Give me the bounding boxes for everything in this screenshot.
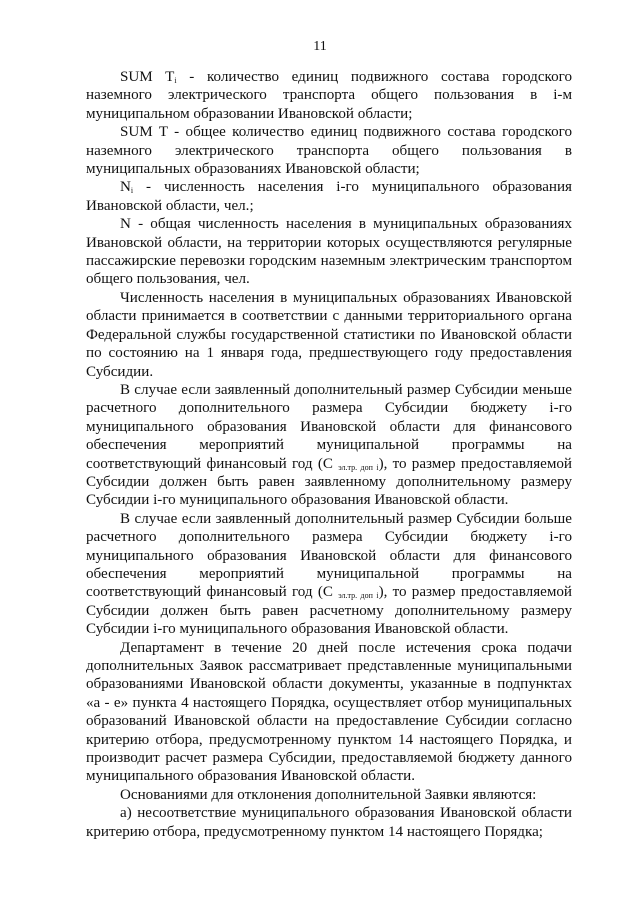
page-number: 11 (313, 39, 327, 54)
paragraph-population-source: Численность населения в муниципальных образованиях Ивановской области принимается в соответствии с данными территориального органа Федеральной службы государственной статистики по Ивановской области по состоянию на 1 января года, предшествующего году предоставления Субсидии. (86, 289, 572, 380)
paragraph-sum-t: SUM T - общее количество единиц подвижного состава городского наземного электрического транспорта общего пользования в муниципальных образованиях Ивановской области; (86, 124, 572, 178)
paragraph-case-more: В случае если заявленный дополнительный размер Субсидии больше расчетного дополнительного размера Субсидии бюджету i-го муниципального образования Ивановской области для финансового обеспечения мероприятий муниципальной программы на соответствующий финансовый год (С $_{эл.тр. доп i}$), то размер предоставляемой Субсидии должен быть равен расчетному дополнительному размеру Субсидии i-го муниципального образования Ивановской области. (86, 510, 573, 638)
paragraph-department-review: Департамент в течение 20 дней после истечения срока подачи дополнительных Заявок рассматривает представленные муниципальными образованиями Ивановской области документы, указанные в подпунктах «а - е» пункта 4 настоящего Порядка, осуществляет отбор муниципальных образований Ивановской области на предоставление Субсидии согласно критерию отбора, предусмотренному пунктом 14 настоящего Порядка, и производит расчет размера Субсидии, предоставляемой бюджету данного муниципального образования Ивановской области. (86, 639, 572, 785)
paragraph-item-a: а) несоответствие муниципального образования Ивановской области критерию отбора, предусмотренному пунктом 14 настоящего Порядка; (86, 805, 572, 840)
paragraph-ni: $N_i$ - численность населения i-го муниципального образования Ивановской области, чел.; (86, 179, 572, 214)
document-body (86, 68, 572, 841)
paragraph-case-less: В случае если заявленный дополнительный размер Субсидии меньше расчетного дополнительного размера Субсидии бюджету i-го муниципального образования Ивановской области для финансового обеспечения мероприятий муниципальной программы на соответствующий финансовый год (С $_{эл.тр. доп i}$), то размер предоставляемой Субсидии должен быть равен заявленному дополнительному размеру Субсидии i-го муниципального образования Ивановской области. (86, 381, 573, 509)
paragraph-sum-ti: SUM $T_i$ - количество единиц подвижного состава городского наземного электрического транспорта общего пользования в i-м муниципальном образовании Ивановской области; (86, 69, 572, 122)
paragraph-n: N - общая численность населения в муниципальных образованиях Ивановской области, на территории которых осуществляются регулярные пассажирские перевозки городским наземным электрическим транспортом общего пользования, чел. (86, 216, 572, 288)
paragraph-rejection-grounds: Основаниями для отклонения дополнительной Заявки являются: (120, 786, 537, 803)
